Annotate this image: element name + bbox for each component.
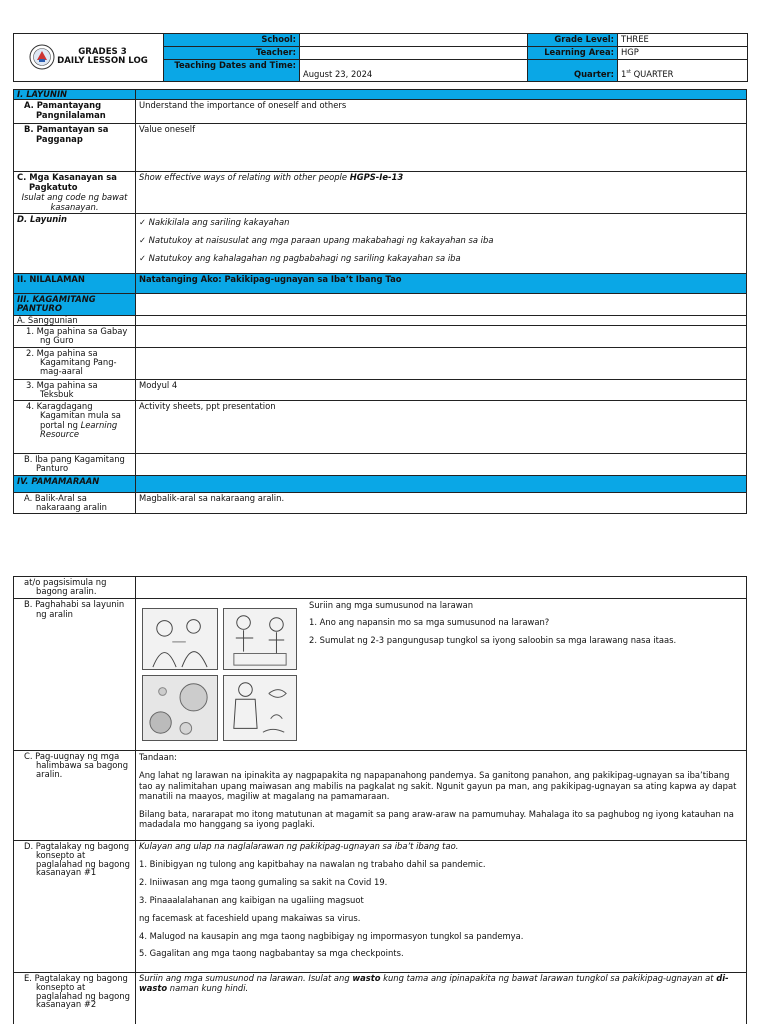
- layunin-heading: I. LAYUNIN: [14, 89, 136, 99]
- paghahabi-label: B. Paghahabi sa layunin ng aralin: [14, 599, 136, 751]
- pagtalakay-2-value[interactable]: Suriin ang mga sumusunod na larawan. Isulat ang wasto kung tama ang ipinapakita ng bawat larawan tungkol sa pakikipag-ugnayan at di- wasto naman kung hindi.: [136, 973, 747, 1024]
- kasanayan-label-cell: [14, 171, 136, 214]
- kagamitang-mag-aaral-label: 2. Mga pahina sa Kagamitang Pang-mag-aaral: [14, 348, 136, 380]
- teaching-dates-label: Teaching Dates and Time:: [164, 59, 300, 81]
- kasanayan-note: Isulat ang code ng bawat kasanayan.: [21, 191, 128, 212]
- balik-aral-label: A. Balik-Aral sa nakaraang aralin: [14, 493, 136, 514]
- kasanayan-value[interactable]: Show effective ways of relating with other people HGPS-Ie-13: [136, 171, 747, 214]
- lesson-log-page-1: [0, 33, 768, 514]
- nilalaman-value[interactable]: Natatanging Ako: Pakikipag-ugnayan sa Iba’t Ibang Tao: [136, 274, 747, 294]
- header-table: [13, 33, 748, 82]
- pag-uugnay-value[interactable]: [136, 751, 747, 841]
- activity-item: 3. Pinaaalalahanan ang kaibigan na ugaliing magsuot: [139, 894, 364, 905]
- lesson-log-page-2: [0, 576, 768, 1024]
- header-title-cell: [14, 34, 164, 82]
- pamantayang-pangnilalaman-label: A. Pamantayang Pangnilalaman: [14, 99, 136, 123]
- quarter-label: Quarter:: [528, 59, 618, 81]
- iba-pang-kagamitan-value[interactable]: [136, 454, 747, 476]
- tandaan-paragraph-2: Bilang bata, nararapat mo itong matutunan at magamit sa pang araw-araw na pamumuhay. Mahalaga ito sa paghubog ng iyong katauhan na madadala mo hanggang sa iyong paglaki.: [139, 809, 734, 830]
- paghahabi-instructions: [309, 600, 741, 645]
- karagdagang-kagamitan-value[interactable]: Activity sheets, ppt presentation: [136, 401, 747, 454]
- kagamitang-mag-aaral-value[interactable]: [136, 348, 747, 380]
- gabay-guro-label: 1. Mga pahina sa Gabay ng Guro: [14, 326, 136, 348]
- grade-level-label: Grade Level:: [528, 34, 618, 47]
- pamantayan-pagganap-label: B. Pamantayan sa Pagganap: [14, 123, 136, 171]
- pagtalakay-1-label: D. Pagtalakay ng bagong konsepto at paglalahad ng bagong kasanayan #1: [14, 841, 136, 973]
- teacher-value[interactable]: [300, 46, 528, 59]
- kagamitan-heading: III. KAGAMITANG PANTURO: [14, 294, 136, 316]
- objective-item: ✓ Natutukoy ang kahalagahan ng pagbabahagi ng sariling kakayahan sa iba: [139, 253, 461, 264]
- gabay-guro-value[interactable]: [136, 326, 747, 348]
- competency-code: HGPS-Ie-13: [349, 171, 404, 182]
- pag-uugnay-label: C. Pag-uugnay ng mga halimbawa sa bagong aralin.: [14, 751, 136, 841]
- paghahabi-question-1: 1. Ano ang napansin mo sa mga sumusunod na larawan?: [309, 617, 550, 628]
- activity-item: 4. Malugod na kausapin ang mga taong nagbibigay ng impormasyon tungkol sa pandemya.: [139, 930, 524, 941]
- sanggunian-label: A. Sanggunian: [14, 316, 136, 326]
- objective-item: ✓ Nakikilala ang sariling kakayahan: [139, 217, 290, 228]
- illustration-sick-people: [142, 608, 218, 670]
- tandaan-label: Tandaan:: [139, 752, 177, 762]
- lesson-table: [13, 89, 747, 514]
- deped-seal-icon: [29, 44, 55, 70]
- lesson-table-continued: [13, 576, 747, 1024]
- karagdagang-kagamitan-label: 4. Karagdagang Kagamitan mula sa portal ng Learning Resource: [14, 401, 136, 454]
- school-value[interactable]: [300, 34, 528, 47]
- quarter-value[interactable]: 1st QUARTER: [618, 59, 748, 81]
- pagtalakay-1-intro: Kulayan ang ulap na naglalarawan ng pakikipag-ugnayan sa iba’t ibang tao.: [139, 841, 459, 851]
- pamantayang-pangnilalaman-value[interactable]: Understand the importance of oneself and others: [136, 99, 747, 123]
- daily-lesson-log-title: DAILY LESSON LOG: [57, 56, 148, 67]
- layunin-d-value[interactable]: [136, 214, 747, 274]
- activity-item: 5. Gagalitan ang mga taong nagbabantay sa mga checkpoints.: [139, 948, 404, 959]
- illustration-protective-gear: [223, 675, 297, 741]
- teksbuk-value[interactable]: Modyul 4: [136, 380, 747, 401]
- pagsisimula-label: at/o pagsisimula ng bagong aralin.: [14, 577, 136, 599]
- teksbuk-label: 3. Mga pahina sa Teksbuk: [14, 380, 136, 401]
- layunin-d-label: D. Layunin: [14, 214, 136, 274]
- teaching-dates-value[interactable]: August 23, 2024: [300, 59, 528, 81]
- pagtalakay-2-label: E. Pagtalakay ng bagong konsepto at paglalahad ng bagong kasanayan #2: [14, 973, 136, 1024]
- pandemic-illustrations: [139, 600, 743, 742]
- paghahabi-value[interactable]: [136, 599, 747, 751]
- tandaan-paragraph-1: Ang lahat ng larawan na ipinakita ay nagpapakita ng napapanahong pandemya. Sa ganitong panahon, ang pakikipag-ugnayan sa iba’tibang tao ay nalimitahan upang maiwasan ang mabilis na pagkalat ng sakit. Ngunit gayun pa man, ang pakikipag-ugnayan sa ating kapwa ay dapat manatili na maayos, magiliw at magalang na pamamaraan.: [139, 770, 737, 801]
- balik-aral-value[interactable]: Magbalik-aral sa nakaraang aralin.: [136, 493, 747, 514]
- nilalaman-label: II. NILALAMAN: [14, 274, 136, 294]
- pamamaraan-heading: IV. PAMAMARAAN: [14, 476, 136, 493]
- activity-item: 1. Binibigyan ng tulong ang kapitbahay na nawalan ng trabaho dahil sa pandemic.: [139, 858, 486, 869]
- grade-level-value[interactable]: THREE: [618, 34, 748, 47]
- objective-item: ✓ Natutukoy at naisusulat ang mga paraan upang makabahagi ng kakayahan sa iba: [139, 235, 494, 246]
- pamantayan-pagganap-value[interactable]: Value oneself: [136, 123, 747, 171]
- illustration-people-distancing: [223, 608, 297, 670]
- grades-title: GRADES 3: [78, 46, 127, 57]
- iba-pang-kagamitan-label: B. Iba pang Kagamitang Panturo: [14, 454, 136, 476]
- paghahabi-question-2: 2. Sumulat ng 2-3 pangungusap tungkol sa iyong saloobin sa mga larawang nasa itaas.: [309, 635, 677, 646]
- activity-item: ng facemask at faceshield upang makaiwas sa virus.: [139, 912, 361, 923]
- teacher-label: Teacher:: [164, 46, 300, 59]
- school-label: School:: [164, 34, 300, 47]
- activity-item: 2. Iniiwasan ang mga taong gumaling sa sakit na Covid 19.: [139, 876, 388, 887]
- kasanayan-label: C. Mga Kasanayan sa Pagkatuto: [17, 171, 117, 192]
- illustration-virus: [142, 675, 218, 741]
- pagtalakay-1-value[interactable]: [136, 841, 747, 973]
- learning-area-label: Learning Area:: [528, 46, 618, 59]
- paghahabi-intro: Suriin ang mga sumusunod na larawan: [309, 600, 474, 610]
- learning-area-value[interactable]: HGP: [618, 46, 748, 59]
